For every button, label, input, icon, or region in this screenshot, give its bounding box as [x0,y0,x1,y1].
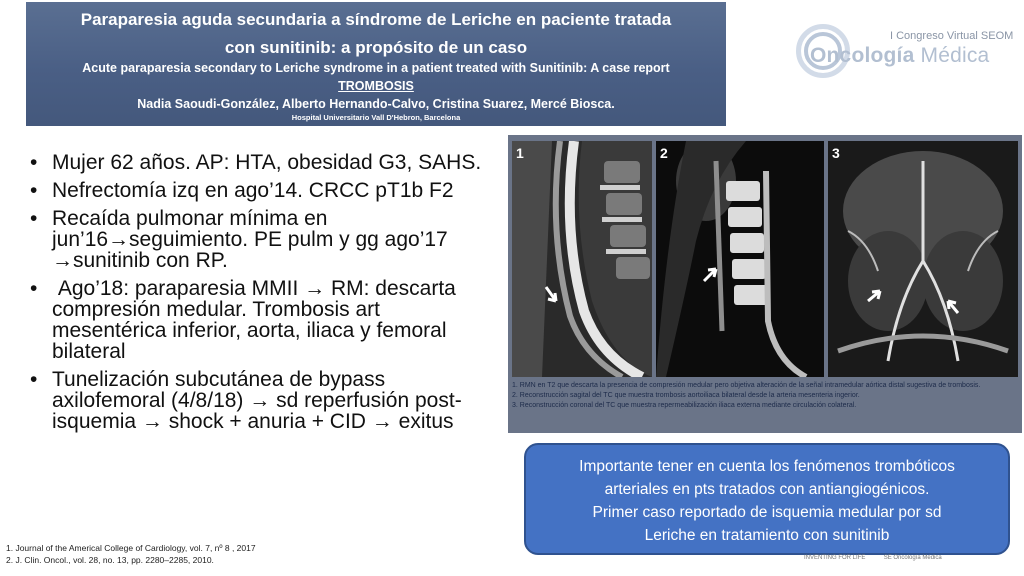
bullet-item [28,208,500,271]
panel-number: 3 [832,145,840,161]
reference-item: 2. J. Clin. Oncol., vol. 28, no. 13, pp. 2280–2285, 2010. [6,555,214,565]
congress-name: I Congreso Virtual SEOM [890,30,1014,42]
bullet-item [28,369,500,432]
brand-part-b: Médica [920,44,990,67]
subtitle: Acute paraparesia secondary to Leriche syndrome in a patient treated with Sunitinib: A case report [82,61,670,75]
bullet-item [28,180,500,201]
callout-line: Leriche en tratamiento con sunitinib [644,527,890,544]
caption-line: 1. RMN en T2 que descarta la presencia de compresión medular pero objetiva alteración de la señal intramedular aórtica distal sugestiva de trombosis. [512,382,981,389]
bullet-item [28,278,500,362]
key-message-callout [524,443,1010,555]
panel-number: 2 [660,145,668,161]
congress-logo [794,20,1020,84]
bullet-text: Mujer 62 años. AP: HTA, obesidad G3, SAHS. [52,151,482,174]
ct-coronal-panel [828,141,1018,377]
title-line-1: Paraparesia aguda secundaria a síndrome de Leriche en paciente tratada [80,10,672,29]
panel-number: 1 [516,145,524,161]
mri-image [512,141,652,377]
callout-line: Importante tener en cuenta los fenómenos trombóticos [579,458,955,475]
bullet-dot-icon: • [30,368,38,391]
figure-caption [512,381,1018,411]
ct-coronal-image [828,141,1018,377]
bullet-text: Tunelización subcutánea de bypass axilofemoral (4/8/18) → sd reperfusión post-isquemia → shock + anuria + CID → exitus [52,368,462,433]
ct-sagittal-image [656,141,824,377]
section-label: TROMBOSIS [338,79,414,93]
bullet-text: Ago’18: paraparesia MMII → RM: descarta compresión medular. Trombosis art mesentérica inferior, aorta, iliaca y femoral bilateral [52,277,462,363]
institution: Hospital Universitario Vall D'Hebron, Barcelona [291,113,461,122]
bullet-text: Recaída pulmonar mínima en jun’16→seguimiento. PE pulm y gg ago’17 →sunitinib con RP. [52,207,448,272]
bullet-dot-icon: • [30,277,38,300]
case-bullets [28,152,500,439]
ct-sagittal-panel [656,141,824,377]
society-logo: SE Oncología Médica [883,555,942,561]
authors: Nadia Saoudi-González, Alberto Hernando-Calvo, Cristina Suarez, Mercé Biosca. [137,97,615,111]
reference-item: 1. Journal of the Americal College of Cardiology, vol. 7, nº 8 , 2017 [6,543,256,553]
bullet-item [28,152,500,173]
mri-panel [512,141,652,377]
footer-logos [804,555,942,561]
bullet-dot-icon: • [30,179,38,202]
imaging-figure [508,135,1022,433]
caption-line: 3. Reconstrucción coronal del TC que muestra repermeabilización iliaca externa mediante circulación colateral. [512,402,857,409]
brand-part-a: Oncología [810,44,915,67]
caption-line: 2. Reconstrucción sagital del TC que muestra trombosis aortoiliaca bilateral desde la arteria mesenteria ingerior. [512,392,860,399]
title-banner [26,2,726,126]
title-line-2: con sunitinib: a propósito de un caso [224,38,528,57]
bullet-dot-icon: • [30,207,38,230]
callout-line: Primer caso reportado de isquemia medular por sd [592,504,942,521]
bullet-text: Nefrectomía izq en ago’14. CRCC pT1b F2 [52,179,454,202]
callout-line: arteriales en pts tratados con antiangiogénicos. [604,481,930,498]
brand-name [810,44,989,68]
bullet-dot-icon: • [30,151,38,174]
sponsor-logo: INVENTING FOR LIFE [804,555,866,561]
references [6,542,256,566]
